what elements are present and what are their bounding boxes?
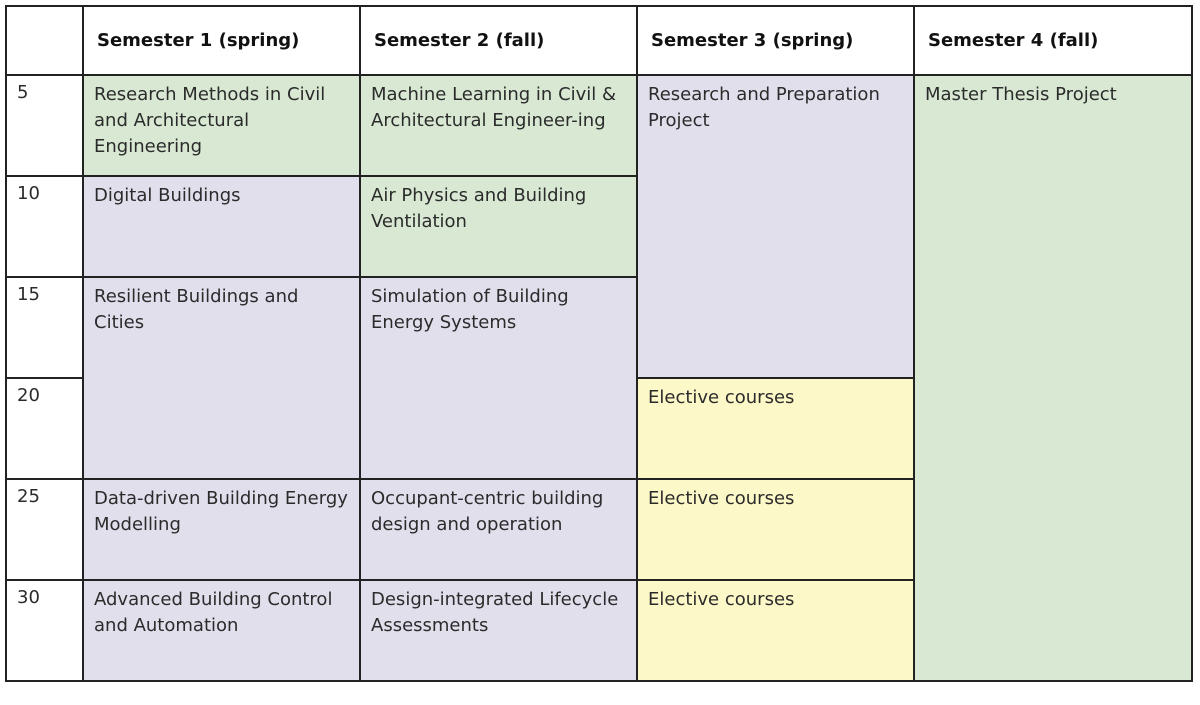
course-resilient-buildings: Resilient Buildings and Cities xyxy=(83,277,360,479)
course-occupant-centric: Occupant-centric building design and operation xyxy=(360,479,637,580)
course-research-preparation: Research and Preparation Project xyxy=(637,75,914,378)
course-simulation-energy-systems: Simulation of Building Energy Systems xyxy=(360,277,637,479)
table-row xyxy=(6,75,1192,176)
credit-label: 5 xyxy=(6,75,83,176)
course-advanced-control: Advanced Building Control and Automation xyxy=(83,580,360,681)
course-air-physics: Air Physics and Building Ventilation xyxy=(360,176,637,277)
semester-4-header: Semester 4 (fall) xyxy=(914,6,1192,75)
course-elective-1: Elective courses xyxy=(637,378,914,479)
credit-label: 30 xyxy=(6,580,83,681)
header-row xyxy=(6,6,1192,75)
credit-label: 15 xyxy=(6,277,83,378)
course-digital-buildings: Digital Buildings xyxy=(83,176,360,277)
curriculum-table xyxy=(5,5,1193,682)
course-master-thesis: Master Thesis Project xyxy=(914,75,1192,681)
credit-label: 25 xyxy=(6,479,83,580)
course-lifecycle-assessments: Design-integrated Lifecycle Assessments xyxy=(360,580,637,681)
course-elective-3: Elective courses xyxy=(637,580,914,681)
credit-label: 10 xyxy=(6,176,83,277)
course-data-driven-modelling: Data-driven Building Energy Modelling xyxy=(83,479,360,580)
credit-label: 20 xyxy=(6,378,83,479)
course-research-methods: Research Methods in Civil and Architectural Engineering xyxy=(83,75,360,176)
semester-1-header: Semester 1 (spring) xyxy=(83,6,360,75)
semester-2-header: Semester 2 (fall) xyxy=(360,6,637,75)
corner-cell xyxy=(6,6,83,75)
course-elective-2: Elective courses xyxy=(637,479,914,580)
course-machine-learning: Machine Learning in Civil & Architectural Engineer-ing xyxy=(360,75,637,176)
semester-3-header: Semester 3 (spring) xyxy=(637,6,914,75)
